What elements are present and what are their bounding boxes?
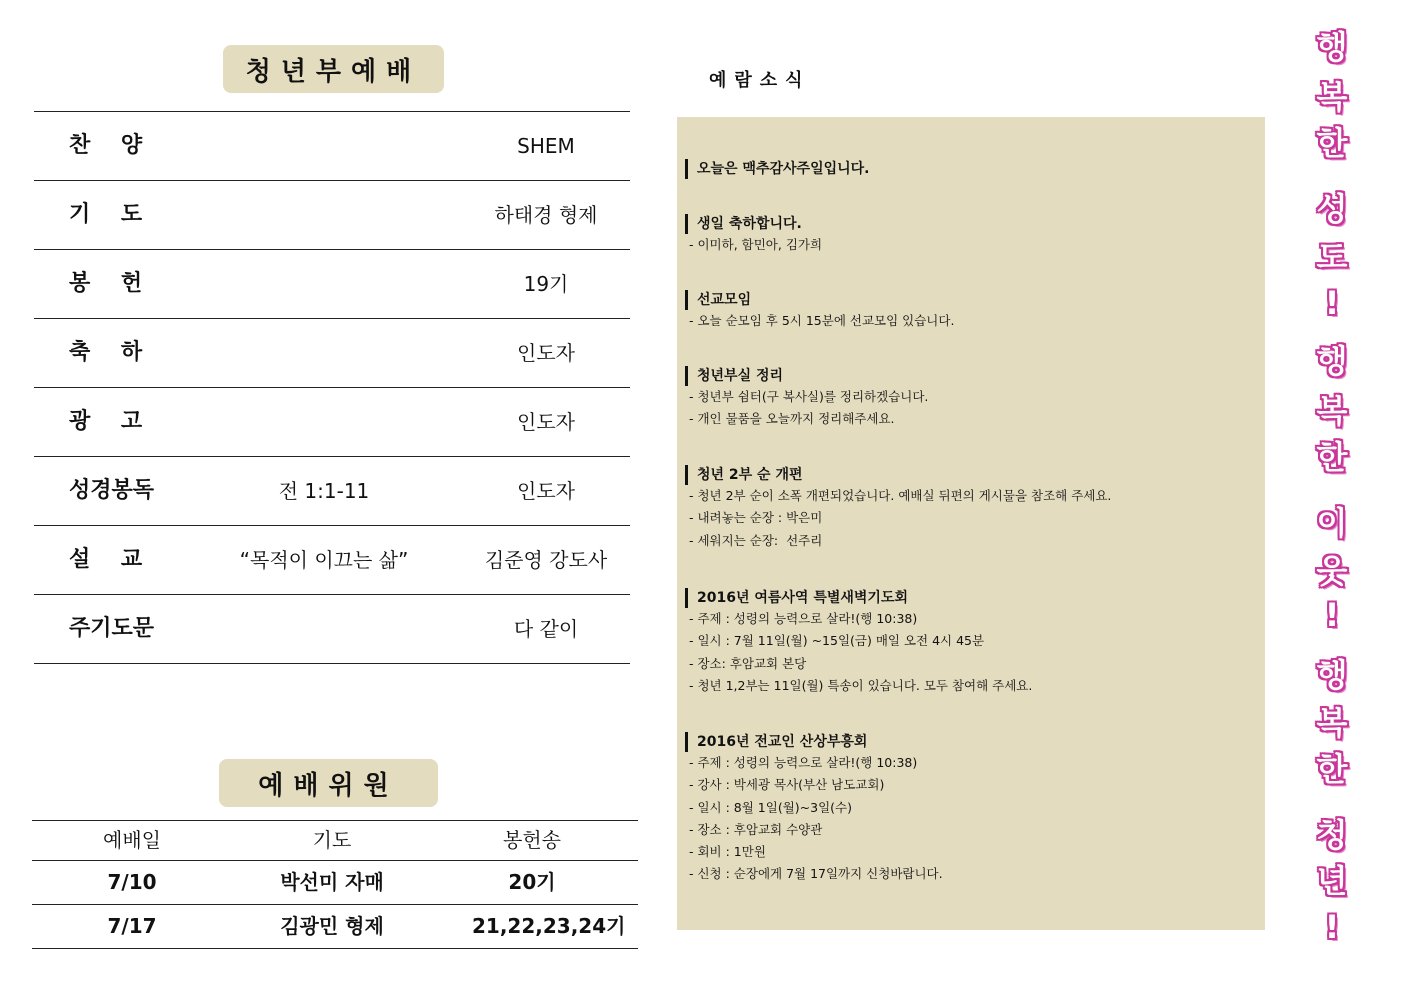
news-heading: 예람소식	[709, 70, 811, 91]
order-item: 찬 양	[69, 133, 143, 158]
order-row	[34, 180, 630, 249]
news-section-title: 생일 축하합니다.	[685, 214, 1255, 234]
order-person: SHEM	[517, 134, 575, 158]
header-offering-song: 봉헌송	[503, 828, 561, 852]
order-item: 광 고	[69, 409, 143, 434]
order-detail: 전 1:1-11	[278, 479, 370, 503]
order-row	[34, 387, 630, 456]
news-line: - 내려놓는 순장 : 박은미	[689, 510, 823, 526]
slogan-char: 복	[1316, 392, 1348, 430]
order-row	[34, 525, 630, 594]
news-section-title: 청년 2부 순 개편	[685, 465, 1255, 485]
slogan-char: 행	[1316, 28, 1348, 66]
news-line: - 강사 : 박세광 목사(부산 남도교회)	[689, 777, 885, 793]
news-section-title: 청년부실 정리	[685, 366, 1255, 386]
committee-row	[32, 905, 638, 949]
worship-order-table	[34, 111, 630, 664]
news-section	[685, 465, 1255, 552]
committee-title: 예배위원	[219, 759, 438, 807]
order-person: 인도자	[517, 479, 575, 503]
slogan-char: 복	[1316, 78, 1348, 116]
order-person: 19기	[523, 272, 569, 296]
news-section-title: 오늘은 맥추감사주일입니다.	[685, 159, 1255, 179]
order-item: 성경봉독	[69, 478, 155, 503]
news-section	[685, 290, 1255, 332]
order-detail	[184, 388, 464, 456]
news-line: - 장소 : 후암교회 수양관	[689, 821, 823, 837]
order-row	[34, 594, 630, 664]
news-line: - 청년부 쉼터(구 복사실)를 정리하겠습니다.	[689, 389, 929, 404]
news-section	[685, 159, 1255, 179]
worship-title: 청년부예배	[223, 45, 444, 93]
news-line: - 세워지는 순장: 선주리	[689, 532, 823, 548]
header-date: 예배일	[103, 828, 161, 852]
news-line: - 일시 : 8월 1일(월)~3일(수)	[689, 799, 852, 815]
news-line: - 이미하, 함민아, 김가희	[689, 237, 823, 252]
order-row	[34, 318, 630, 387]
committee-offering-song: 21,22,23,24기	[472, 914, 626, 938]
slogan-char: 행	[1316, 342, 1348, 380]
news-section	[685, 588, 1255, 697]
order-detail	[184, 181, 464, 249]
order-person: 다 같이	[513, 617, 579, 641]
slogan-char: 행	[1316, 656, 1348, 694]
slogan-char: 이	[1316, 504, 1348, 542]
news-line: - 청년 1,2부는 11일(월) 특송이 있습니다. 모두 참여해 주세요.	[689, 677, 1033, 693]
order-person: 인도자	[517, 341, 575, 365]
slogan-char: 한	[1316, 438, 1348, 476]
slogan-char: 복	[1316, 704, 1348, 742]
order-item: 기 도	[69, 202, 143, 227]
order-detail	[184, 319, 464, 387]
news-line: - 일시 : 7월 11일(월) ~15일(금) 매일 오전 4시 45분	[689, 633, 985, 649]
committee-prayer: 김광민 형제	[280, 914, 384, 938]
header-prayer: 기도	[312, 828, 352, 852]
committee-table	[32, 820, 638, 949]
news-line: - 주제 : 성령의 능력으로 살라!(행 10:38)	[689, 755, 918, 770]
order-item: 주기도문	[69, 616, 155, 641]
order-person: 하태경 형제	[494, 203, 598, 227]
order-row	[34, 111, 630, 180]
committee-date: 7/17	[107, 914, 157, 938]
news-section	[685, 732, 1255, 886]
order-row	[34, 249, 630, 318]
order-person: 김준영 강도사	[484, 548, 608, 572]
committee-prayer: 박선미 자매	[280, 870, 384, 894]
news-section-title: 2016년 전교인 산상부흥회	[685, 732, 1255, 752]
news-section-title: 선교모임	[685, 290, 1255, 310]
slogan-char: !	[1324, 596, 1340, 634]
news-line: - 신청 : 순장에게 7월 17일까지 신청바랍니다.	[689, 866, 943, 882]
news-line: - 청년 2부 순이 소폭 개편되었습니다. 예배실 뒤편의 게시물을 참조해 주세요.	[689, 488, 1112, 503]
slogan-char: !	[1324, 284, 1340, 322]
slogan-char: 성	[1316, 190, 1348, 228]
committee-date: 7/10	[107, 870, 157, 894]
slogan-char: 웃	[1316, 552, 1348, 590]
slogan-char: 년	[1316, 862, 1348, 900]
committee-row	[32, 861, 638, 905]
slogan-char: 도	[1316, 238, 1348, 276]
news-section	[685, 214, 1255, 256]
slogan-char: !	[1324, 908, 1340, 946]
news-section-title: 2016년 여름사역 특별새벽기도회	[685, 588, 1255, 608]
order-row	[34, 456, 630, 525]
order-item: 축 하	[69, 340, 143, 365]
order-detail	[184, 595, 464, 663]
order-detail: “목적이 이끄는 삶”	[239, 548, 409, 572]
news-line: - 주제 : 성령의 능력으로 살라!(행 10:38)	[689, 611, 918, 626]
order-person: 인도자	[517, 410, 575, 434]
news-line: - 장소: 후암교회 본당	[689, 655, 807, 671]
order-detail	[184, 112, 464, 180]
committee-offering-song: 20기	[508, 870, 556, 894]
news-line: - 회비 : 1만원	[689, 844, 766, 860]
news-line: - 개인 물품을 오늘까지 정리해주세요.	[689, 411, 895, 427]
slogan-char: 청	[1316, 816, 1348, 854]
vertical-slogan	[1302, 22, 1362, 972]
news-box	[677, 117, 1265, 930]
news-section	[685, 366, 1255, 431]
order-item: 설 교	[69, 547, 143, 572]
order-item: 봉 헌	[69, 271, 143, 296]
slogan-char: 한	[1316, 750, 1348, 788]
order-detail	[184, 250, 464, 318]
news-line: - 오늘 순모임 후 5시 15분에 선교모임 있습니다.	[689, 313, 955, 328]
slogan-char: 한	[1316, 124, 1348, 162]
committee-header-row	[32, 821, 638, 861]
